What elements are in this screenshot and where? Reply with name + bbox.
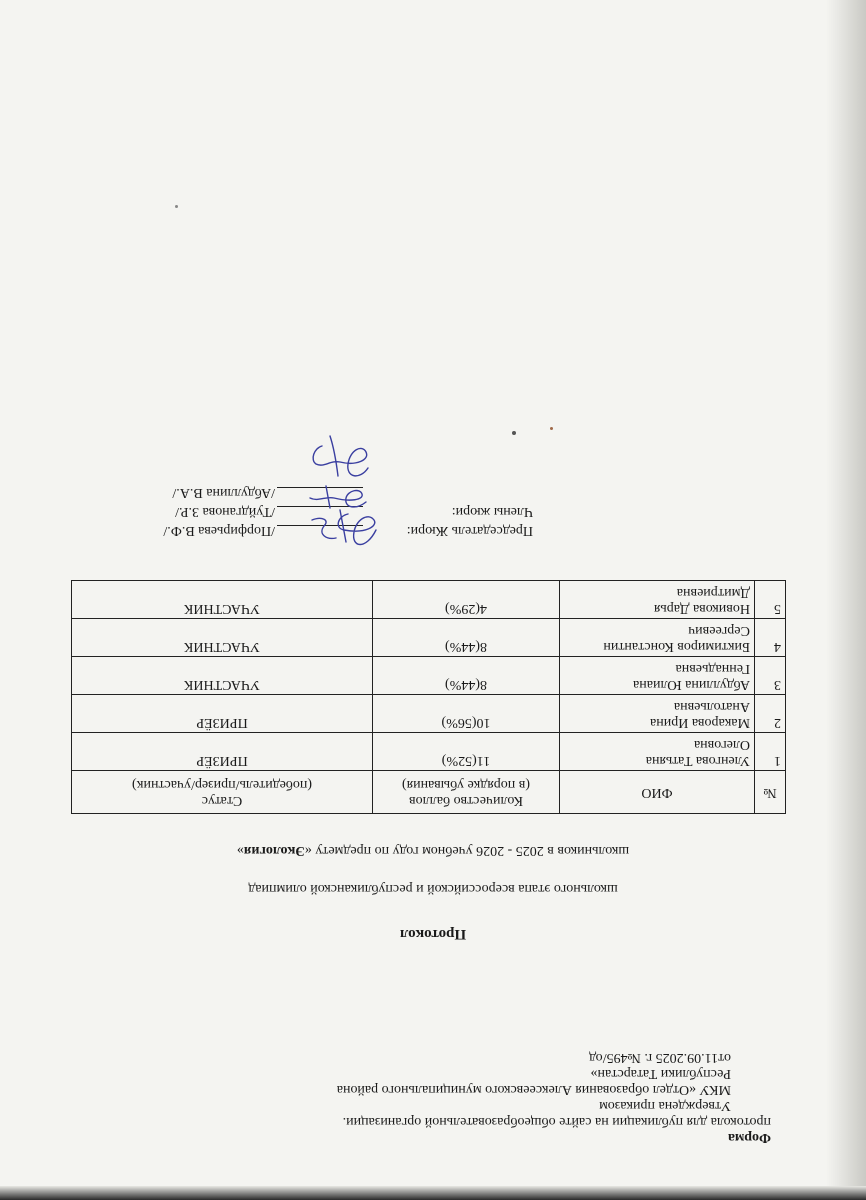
approval-block [261,1049,731,1113]
subtitle-prefix: школьников в 2025 - 2026 учебном году по предмету « [304,843,630,858]
row-status: УЧАСТНИК [72,619,373,657]
member1-name: /Туйдганова З.Р./ [175,504,275,519]
name-line1: Биктимиров Константин [603,639,750,654]
row-num: 5 [755,581,786,619]
approval-line: от11.09.2025 г. №495/од [588,1050,731,1065]
name-line2: Олеговна [693,737,750,752]
subject-name: Экология [243,843,305,858]
name-line1: Уленгова Татьяна [645,753,750,768]
row-name [560,657,755,695]
name-line2: Геннадьевна [675,661,750,676]
name-line1: Новикова Дарья [653,601,750,616]
header-score-line1: Количество баллов [409,793,523,808]
row-status: ПРИЗЁР [72,733,373,771]
row-status: УЧАСТНИК [72,581,373,619]
handwritten-signatures [266,430,396,560]
header-score [373,771,560,814]
table-row [72,619,786,657]
table-row [72,733,786,771]
row-score: 8(44%) [373,657,560,695]
approval-line: МКУ «Отдел образования Алексеевского муниципального района [336,1082,731,1097]
name-line2: Дмитриевна [676,585,750,600]
form-header [51,1049,771,1145]
header-score-line2: (в порядке убывания) [401,777,531,792]
name-line2: Сергеевич [688,623,750,638]
subtitle-line-2 [0,842,866,859]
members-label: Члены жюри: [451,504,533,519]
name-line2: Анатольевна [673,699,750,714]
approval-line: Республики Татарстан» [590,1066,731,1081]
row-num: 1 [755,733,786,771]
form-description: протокола для публикации на сайте общеобразовательной организации. [342,1114,771,1129]
chair-label: Председатель Жюри: [406,523,533,538]
row-score: 8(44%) [373,619,560,657]
table-row [72,581,786,619]
row-score: 11(52%) [373,733,560,771]
row-num: 2 [755,695,786,733]
signature-member2 [313,436,368,476]
document-title: Протокол [399,926,467,942]
header-fio: ФИО [560,771,755,814]
name-line1: Абдуллина Юлиана [633,677,750,692]
row-name [560,733,755,771]
approval-line: Утверждена приказом [599,1098,731,1113]
name-line1: Макарова Ирина [650,715,750,730]
row-num: 3 [755,657,786,695]
row-score: 4(29%) [373,581,560,619]
header-num: № [755,771,786,814]
subtitle-suffix: » [236,843,244,858]
member2-name: /Абдуллина В.А./ [172,485,275,500]
signature-chair [312,510,376,545]
scan-speck [550,427,553,430]
row-status: ПРИЗЁР [72,695,373,733]
row-name [560,695,755,733]
form-label: Форма [727,1130,771,1145]
row-score: 10(56%) [373,695,560,733]
header-status [72,771,373,814]
row-name [560,619,755,657]
scan-speck [512,431,516,435]
results-table [71,580,786,814]
table-row [72,695,786,733]
table-row [72,657,786,695]
row-status: УЧАСТНИК [72,657,373,695]
scan-speck [175,205,178,208]
subtitle-line-1: школьного этапа всероссийской и республиканской олимпиад [248,881,618,896]
row-name [560,581,755,619]
table-header-row [72,771,786,814]
signature-member1 [310,486,366,508]
row-num: 4 [755,619,786,657]
chair-name: /Порфирьева В.Ф./ [163,523,275,538]
header-status-line2: (победитель/призер/участник) [132,777,312,792]
header-status-line1: Статус [201,793,243,808]
